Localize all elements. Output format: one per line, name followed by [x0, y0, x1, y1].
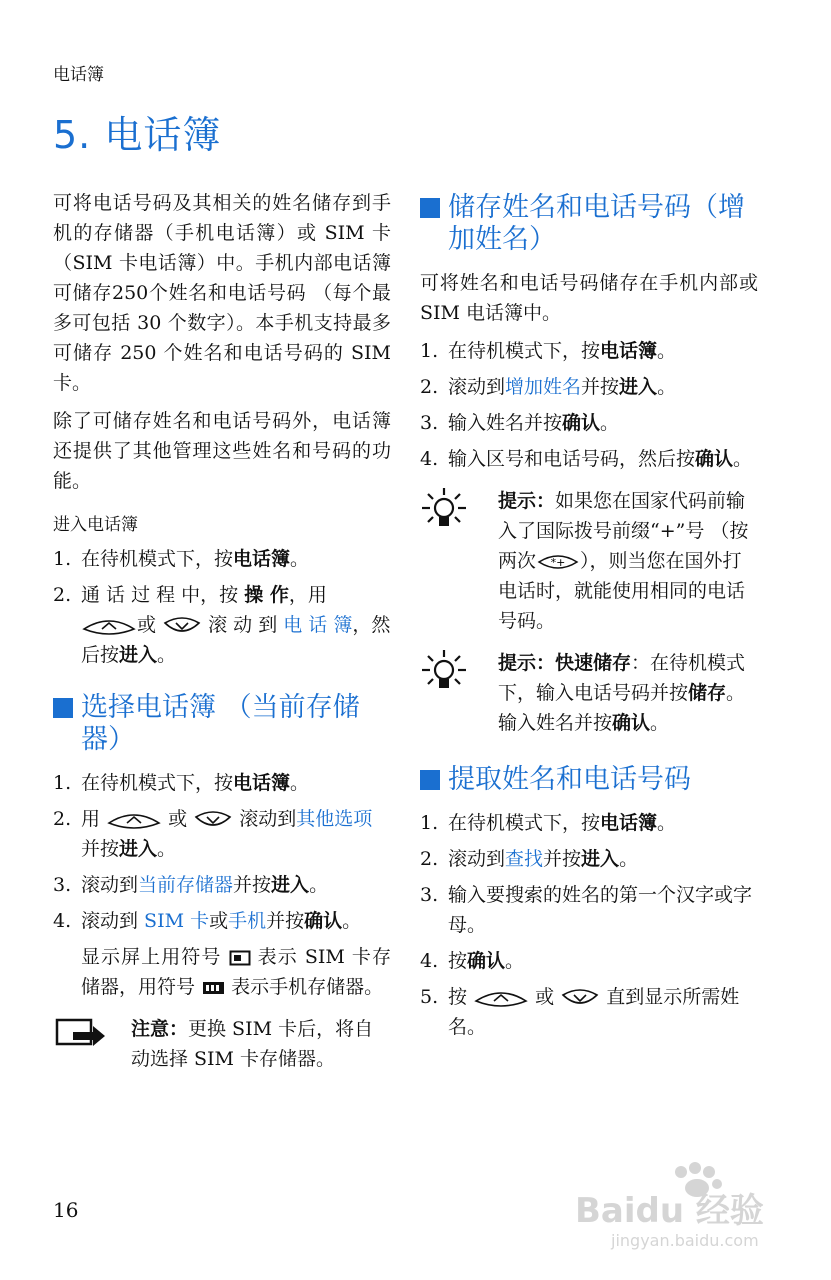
list-item: 1. 在待机模式下，按电话簿。: [53, 548, 310, 570]
scroll-down-key-icon: [560, 987, 600, 1009]
intro-paragraph-2: 除了可储存姓名和电话号码外，电话簿还提供了其他管理这些姓名和号码的功能。: [53, 410, 391, 492]
list-item: 3. 输入姓名并按确认。: [420, 412, 620, 434]
running-header: 电话簿: [53, 65, 104, 85]
left-column: [53, 188, 391, 1084]
list-item: 1. 在待机模式下，按电话簿。: [420, 340, 677, 362]
lightbulb-icon: [420, 648, 498, 738]
section-bullet-icon: [53, 698, 73, 718]
tip-box-1: 提示：如果您在国家代码前输入了国际拨号前缀“+”号 （按两次 *+ ），则当您在国外打电话时，就能使用相同的电话号码。: [420, 486, 758, 636]
list-item: 3. 滚动到当前存储器并按进入。: [53, 874, 329, 896]
save-name-heading: 储存姓名和电话号码（增加姓名）: [420, 192, 758, 256]
svg-text:*+: *+: [550, 556, 566, 569]
list-item: 1. 在待机模式下，按电话簿。: [420, 812, 677, 834]
scroll-down-key-icon: [193, 809, 233, 831]
retrieve-name-heading: 提取姓名和电话号码: [420, 764, 758, 796]
select-steps: [53, 768, 391, 936]
scroll-up-key-icon: [106, 809, 162, 831]
list-item: 5. 按 或 直到显示所需姓名。: [420, 986, 740, 1038]
list-item: 4. 输入区号和电话号码，然后按确认。: [420, 448, 753, 470]
section-bullet-icon: [420, 198, 440, 218]
baidu-watermark: [571, 1162, 781, 1252]
list-item: 4. 滚动到 SIM 卡或手机并按确认。: [53, 910, 362, 932]
phone-memory-icon: [201, 980, 225, 996]
intro-paragraph-1: 可将电话号码及其相关的姓名储存到手机的存储器（手机电话簿）或 SIM 卡 （SIM 卡电话簿）中。手机内部电话簿可储存250个姓名和电话号码 （每个最多可包括 30 个数字）。本手机支持最多可储存 250 个姓名和电话号码的 SIM 卡。: [53, 192, 391, 394]
memory-symbol-note: 显示屏上用符号 表示 SIM 卡存储器，用符号 表示手机存储器。: [81, 946, 391, 998]
list-item: 2. 用 或 滚动到其他选项并按进入。: [53, 808, 373, 860]
list-item: 1. 在待机模式下，按电话簿。: [53, 772, 310, 794]
list-item: 2. 通 话 过 程 中，按 操 作，用 或 滚 动 到 电 话 簿，然后按进入。: [53, 584, 391, 666]
save-intro: 可将姓名和电话号码储存在手机内部或 SIM 电话簿中。: [420, 272, 758, 324]
note-box: 注意：更换 SIM 卡后，将自动选择 SIM 卡存储器。: [53, 1014, 391, 1074]
section-bullet-icon: [420, 770, 440, 790]
retrieve-steps: [420, 808, 758, 1042]
star-plus-key-icon: [536, 552, 580, 572]
scroll-down-key-icon: [162, 615, 202, 637]
scroll-up-key-icon: [473, 987, 529, 1009]
svg-text:jingyan.baidu.com: jingyan.baidu.com: [611, 1231, 759, 1250]
right-column: [420, 188, 758, 1048]
access-steps: [53, 544, 391, 670]
access-phonebook-heading: 进入电话簿: [53, 515, 138, 535]
tip-box-2: 提示：快速储存：在待机模式下，输入电话号码并按储存。输入姓名并按确认。: [420, 648, 758, 738]
svg-text:Baidu 经验: Baidu 经验: [575, 1191, 764, 1231]
lightbulb-icon: [420, 486, 498, 636]
list-item: 4. 按确认。: [420, 950, 525, 972]
select-phonebook-heading: 选择电话簿 （当前存储器）: [53, 692, 391, 756]
scroll-up-key-icon: [81, 615, 137, 637]
list-item: 2. 滚动到增加姓名并按进入。: [420, 376, 677, 398]
sim-memory-icon: [229, 950, 251, 966]
note-icon: [53, 1014, 131, 1074]
list-item: 3. 输入要搜索的姓名的第一个汉字或字母。: [420, 884, 753, 936]
list-item: 2. 滚动到查找并按进入。: [420, 848, 639, 870]
page-number: 16: [53, 1198, 79, 1222]
chapter-title: 5. 电话簿: [53, 113, 222, 157]
save-steps: [420, 336, 758, 474]
